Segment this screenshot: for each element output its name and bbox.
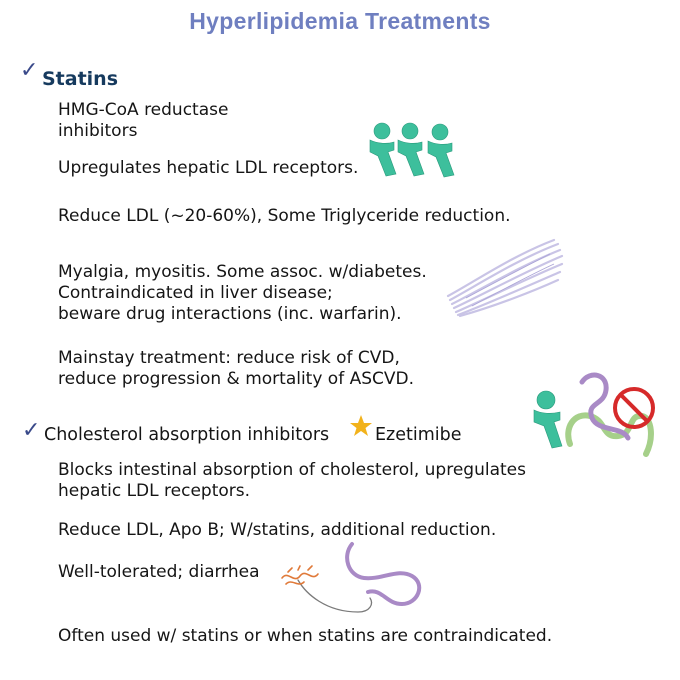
- absorption-heading: Cholesterol absorption inhibitors: [44, 425, 330, 445]
- statins-line-3: Upregulates hepatic LDL receptors.: [58, 158, 359, 178]
- star-icon: [349, 414, 373, 438]
- statins-line-6: Contraindicated in liver disease;: [58, 283, 333, 303]
- absorption-line-1: Blocks intestinal absorption of cholesterol, upregulates: [58, 460, 526, 480]
- statins-line-8: Mainstay treatment: reduce risk of CVD,: [58, 348, 400, 368]
- muscle-illustration: [446, 238, 566, 318]
- absorption-line-4: Well-tolerated; diarrhea: [58, 562, 260, 582]
- statins-line-5: Myalgia, myositis. Some assoc. w/diabetes.: [58, 262, 427, 282]
- checkmark-icon: ✓: [20, 58, 39, 83]
- statins-line-2: inhibitors: [58, 121, 138, 141]
- ldl-receptor-illustration: [360, 118, 485, 180]
- ezetimibe-label: Ezetimibe: [375, 425, 462, 445]
- statins-heading: Statins: [42, 68, 119, 90]
- intestine-blocked-illustration: [530, 362, 670, 462]
- statins-line-1: HMG-CoA reductase: [58, 100, 229, 120]
- absorption-line-2: hepatic LDL receptors.: [58, 481, 251, 501]
- statins-line-9: reduce progression & mortality of ASCVD.: [58, 369, 415, 389]
- checkmark-icon: ✓: [22, 418, 41, 443]
- absorption-line-3: Reduce LDL, Apo B; W/statins, additional reduction.: [58, 520, 497, 540]
- statins-line-7: beware drug interactions (inc. warfarin).: [58, 304, 402, 324]
- statins-line-4: Reduce LDL (~20-60%), Some Triglyceride reduction.: [58, 206, 511, 226]
- absorption-line-5: Often used w/ statins or when statins are contraindicated.: [58, 626, 553, 646]
- page-title: Hyperlipidemia Treatments: [189, 8, 491, 34]
- diarrhea-intestine-illustration: [278, 538, 438, 620]
